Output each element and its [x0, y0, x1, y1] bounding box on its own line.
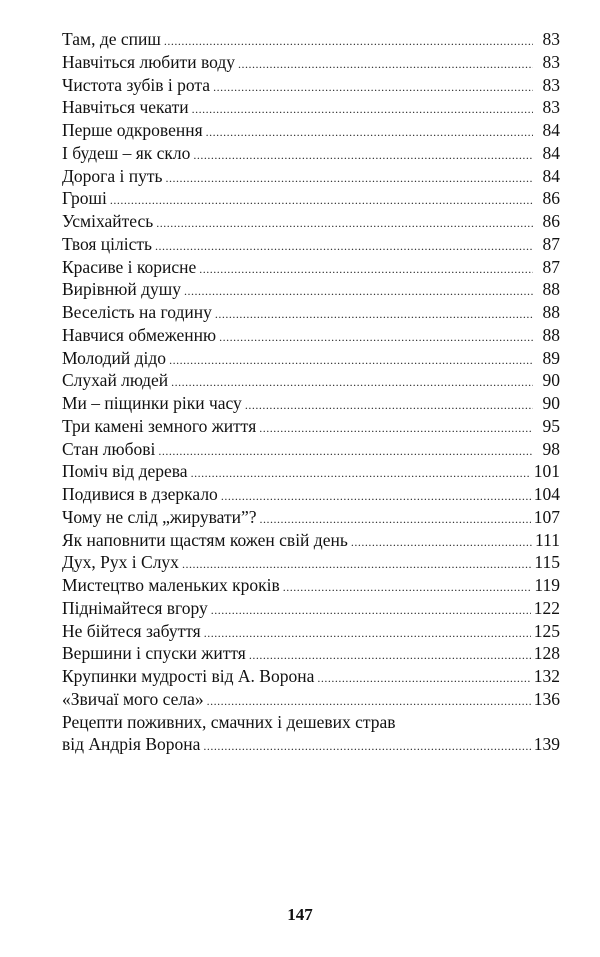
toc-entry-page: 86	[542, 188, 560, 209]
toc-entries	[62, 28, 560, 711]
toc-entry-title: Три камені земного життя	[62, 415, 257, 436]
toc-entry-title: Крупинки мудрості від А. Ворона	[62, 666, 315, 686]
toc-leader-dots	[204, 622, 531, 645]
toc-entry-title: Там, де спиш	[62, 29, 161, 49]
toc-entry-page: 84	[542, 165, 560, 186]
toc-entry-title: Слухай людей	[62, 370, 169, 391]
toc-entry	[62, 119, 560, 142]
toc-entry-page: 136	[533, 688, 560, 709]
toc-entry-page: 95	[542, 415, 560, 436]
toc-leader-dots	[199, 258, 533, 281]
toc-leader-dots	[191, 462, 531, 485]
toc-leader-dots	[171, 371, 533, 394]
toc-entry-title: І будеш – як скло	[62, 142, 191, 163]
toc-entry	[62, 597, 560, 620]
toc-entry-page: 88	[542, 279, 560, 300]
toc-entry-page: 98	[542, 438, 560, 459]
toc-entry-title: Навчіться любити воду	[62, 51, 235, 72]
toc-leader-dots	[260, 508, 531, 531]
toc-leader-dots	[156, 212, 533, 235]
toc-entry-title: Дорога і путь	[62, 165, 163, 186]
toc-entry	[62, 415, 560, 438]
toc-entry-title: Подивися в дзеркало	[62, 484, 218, 504]
toc-entry-page: 83	[542, 29, 560, 49]
toc-entry	[62, 369, 560, 392]
toc-entry-page: 119	[534, 575, 560, 595]
toc-entry-title: Вирівнюй душу	[62, 279, 181, 300]
toc-leader-dots	[238, 53, 533, 76]
toc-entry	[62, 278, 560, 301]
toc-entry	[62, 574, 560, 597]
toc-entry-title: Поміч від дерева	[62, 461, 188, 482]
toc-entry-title: Стан любові	[62, 438, 156, 459]
toc-entry-page: 101	[533, 461, 560, 482]
toc-leader-dots	[182, 553, 531, 576]
toc-entry-page: 88	[542, 302, 560, 322]
toc-entry	[62, 256, 560, 279]
toc-entry	[62, 529, 560, 552]
toc-entry-page: 83	[542, 74, 560, 95]
toc-leader-dots	[203, 735, 530, 758]
toc-leader-dots	[283, 576, 532, 599]
toc-entry-title: Веселість на годину	[62, 302, 212, 322]
toc-entry	[62, 74, 560, 97]
toc-entry-page: 83	[542, 97, 560, 118]
toc-leader-dots	[249, 644, 531, 667]
toc-entry-title: Навчіться чекати	[62, 97, 189, 118]
toc-entry-title: Навчися обмеженню	[62, 324, 217, 345]
toc-leader-dots	[192, 98, 533, 121]
toc-entry-page: 104	[533, 484, 560, 504]
toc-entry-page: 90	[542, 393, 560, 413]
toc-leader-dots	[184, 280, 533, 303]
toc-leader-dots	[158, 440, 533, 463]
toc-entry	[62, 620, 560, 643]
toc-entry	[62, 688, 560, 711]
toc-entry	[62, 460, 560, 483]
toc-entry-page: 139	[533, 734, 560, 755]
toc-entry-page: 88	[542, 324, 560, 345]
toc-leader-dots	[351, 531, 532, 554]
toc-leader-dots	[193, 144, 533, 167]
toc-entry-title: Піднімайтеся вгору	[62, 597, 208, 618]
toc-entry-title: Усміхайтесь	[62, 211, 154, 231]
toc-leader-dots	[206, 121, 533, 144]
toc-entry-title: Твоя цілість	[62, 233, 153, 254]
toc-entry-page: 132	[533, 666, 560, 686]
page-number: 147	[287, 905, 313, 924]
toc-entry-page: 128	[533, 643, 560, 664]
toc-entry	[62, 165, 560, 188]
toc-entry-title: Чистота зубів і рота	[62, 74, 211, 95]
toc-entry-page: 84	[542, 120, 560, 140]
toc-entry-page: 122	[533, 597, 560, 618]
toc-leader-dots	[317, 667, 530, 690]
toc-entry-page: 111	[535, 529, 560, 550]
toc-entry	[62, 28, 560, 51]
toc-entry-page: 107	[533, 506, 560, 527]
toc-leader-dots	[215, 303, 533, 326]
toc-entry	[62, 438, 560, 461]
toc-entry-title: Перше одкровення	[62, 120, 203, 140]
toc-leader-dots	[221, 485, 531, 508]
toc-entry-title: Вершини і спуски життя	[62, 643, 246, 664]
toc-leader-dots	[169, 349, 533, 372]
toc-entry-title-line1: Рецепти поживних, смачних і дешевих страв	[62, 711, 396, 732]
toc-leader-dots	[213, 76, 533, 99]
toc-entry	[62, 96, 560, 119]
toc-entry	[62, 51, 560, 74]
toc-entry-title: Як наповнити щастям кожен свій день	[62, 529, 348, 550]
toc-entry-page: 115	[534, 552, 560, 573]
toc-entry-title: Не бійтеся забуття	[62, 620, 201, 641]
toc-entry-last	[62, 711, 560, 759]
toc-entry-page: 89	[542, 347, 560, 368]
toc-entry	[62, 324, 560, 347]
toc-entry-title: Чому не слід „жирувати”?	[62, 506, 257, 527]
table-of-contents	[62, 28, 560, 758]
toc-entry-page: 87	[542, 256, 560, 277]
toc-entry-line2	[62, 733, 560, 758]
toc-entry	[62, 187, 560, 210]
toc-entry	[62, 210, 560, 233]
toc-leader-dots	[259, 417, 533, 440]
toc-leader-dots	[164, 30, 533, 53]
toc-entry	[62, 347, 560, 370]
toc-entry-page: 90	[542, 370, 560, 391]
toc-entry-title: Ми – піщинки ріки часу	[62, 393, 242, 413]
toc-leader-dots	[110, 189, 533, 212]
toc-entry-title: Молодий дідо	[62, 347, 167, 368]
toc-entry	[62, 483, 560, 506]
toc-entry	[62, 642, 560, 665]
toc-leader-dots	[245, 394, 533, 417]
toc-entry-page: 83	[542, 51, 560, 72]
toc-leader-dots	[207, 690, 531, 713]
toc-entry-title: Красиве і корисне	[62, 256, 197, 277]
toc-entry-title-line2: від Андрія Ворона	[62, 734, 201, 755]
toc-entry-page: 86	[542, 211, 560, 231]
toc-entry-title: Дух, Рух і Слух	[62, 552, 179, 573]
toc-entry-page: 84	[542, 142, 560, 163]
toc-entry	[62, 506, 560, 529]
toc-leader-dots	[219, 326, 533, 349]
toc-entry-title: Гроші	[62, 188, 107, 209]
toc-leader-dots	[155, 235, 533, 258]
toc-entry	[62, 233, 560, 256]
toc-entry-title: Мистецтво маленьких кроків	[62, 575, 280, 595]
toc-entry-page: 87	[542, 233, 560, 254]
toc-entry-title: «Звичаї мого села»	[62, 688, 204, 709]
toc-entry	[62, 301, 560, 324]
toc-entry	[62, 392, 560, 415]
toc-leader-dots	[211, 599, 531, 622]
toc-leader-dots	[166, 167, 534, 190]
toc-entry	[62, 142, 560, 165]
toc-entry-page: 125	[533, 620, 560, 641]
toc-entry	[62, 551, 560, 574]
toc-entry	[62, 665, 560, 688]
